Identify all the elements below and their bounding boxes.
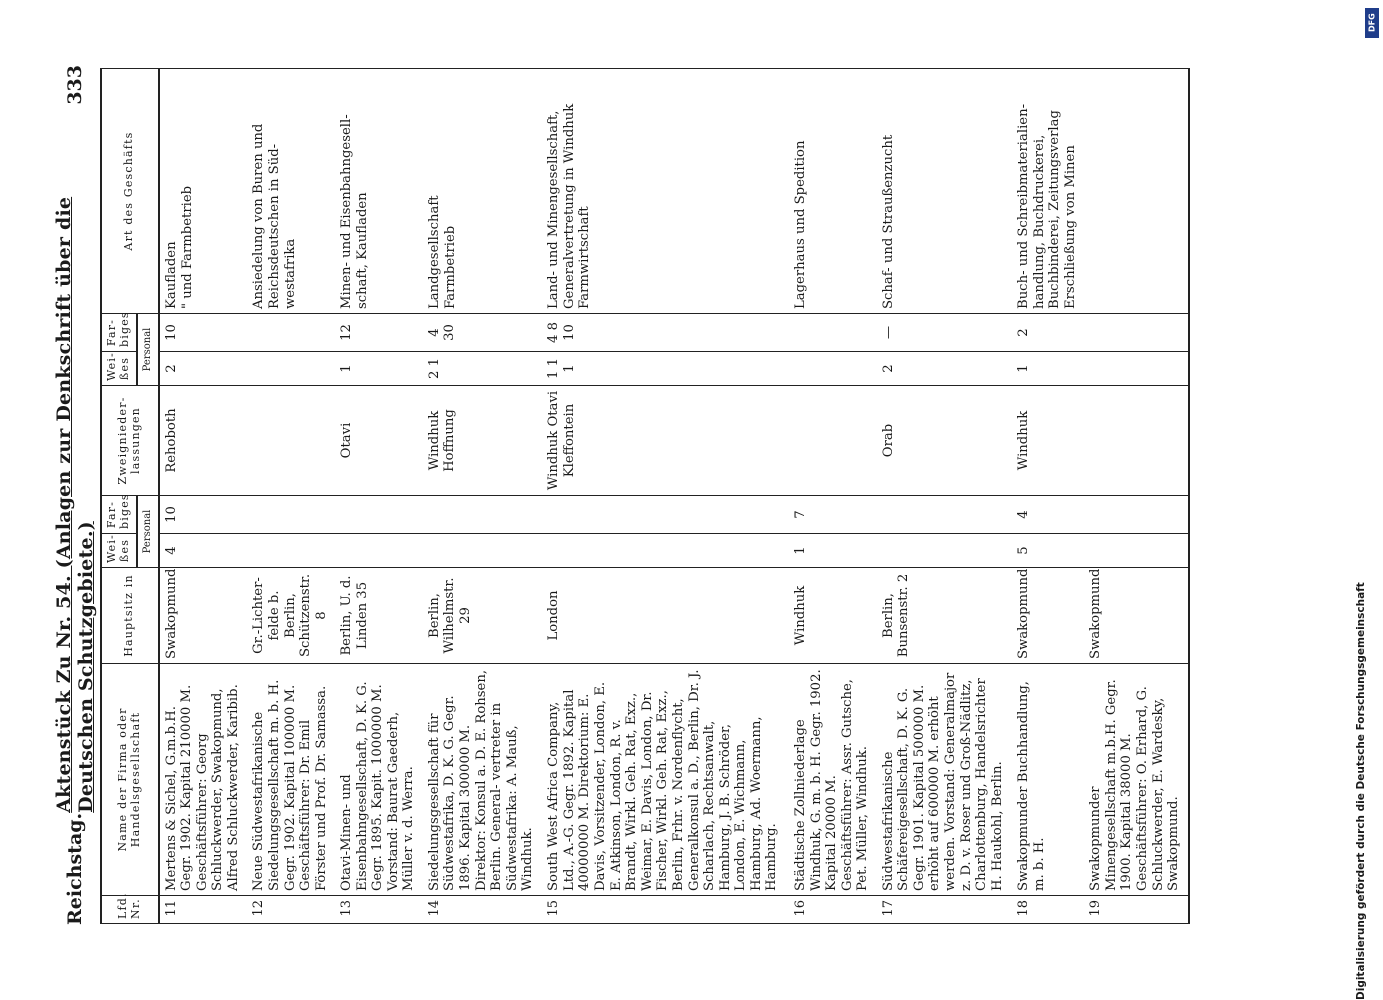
row-number <box>159 896 248 924</box>
hauptsitz <box>247 568 335 664</box>
company-name-text: Städtische Zollniederlage Windhuk, G. m. b. H. Gegr. 1902. Kapital 20000 M. Geschäftsführer: Assr. Gutsche, Pet. Müller, Windhuk. <box>793 669 871 891</box>
col-farbig1-header: Far- biges <box>101 496 137 534</box>
zweigniederlassung-text: Windhuk Hoffnung <box>426 409 458 472</box>
company-name-text: South West Africa Company, Ltd., A.-G. Gegr. 1892. Kapital 40000000 M. Direktorium: E. Davis, Vorsitzender, London, E. E. Atkinson, London, R. v. Brandt, Wirkl. Geh. Rat, Exz., Weimar, E. Davis, London, Dr. Fischer, Wirkl. Geh. Rat, Exz., Berlin, Frhr. v. Nordenflycht, Generalkonsul a. D., Berlin, Dr. J. Scharlach, Rechtsanwalt, Hamburg, J. B. Schröder, London, E. Wichmann, Hamburg, Ad. Woermann, Hamburg. <box>546 669 780 891</box>
farbig-personal-2-text: 10 <box>163 324 179 341</box>
farbig-personal-2-text: 4 30 <box>426 324 458 341</box>
zweigniederlassung <box>1084 386 1189 496</box>
weiss-personal-2-text: 2 1 <box>426 358 442 379</box>
zweigniederlassung <box>789 386 877 496</box>
table-row <box>1084 69 1189 924</box>
geschaeftsart <box>1084 69 1189 314</box>
row-number <box>335 896 423 924</box>
header-left: Reichstag. <box>64 812 86 925</box>
zweigniederlassung <box>247 386 335 496</box>
farbig-personal-1 <box>423 496 543 534</box>
zweigniederlassung-text: Windhuk <box>1016 410 1032 471</box>
dfg-logo: DFG <box>1365 8 1379 38</box>
farbig-personal-2-text: 2 <box>1016 328 1032 337</box>
row-number-text: 17 <box>880 900 896 917</box>
header-title: Aktenstück Zu Nr. 54. (Anlagen zur Denkschrift über die Deutschen Schutzgebiete.) <box>53 196 97 813</box>
hauptsitz-text: Swakopmund <box>1088 568 1104 659</box>
col-farbig2-header: Far- biges <box>101 314 137 352</box>
col-art-header: Art des Geschäfts <box>101 69 159 314</box>
weiss-personal-1 <box>159 534 248 568</box>
table-row <box>789 69 877 924</box>
hauptsitz-text: Gr.-Lichter- felde b. Berlin, Schützenstr. 8 <box>251 573 329 658</box>
farbig-personal-1-text: 4 <box>1016 510 1032 519</box>
company-name-text: Neue Südwestafrikanische Siedelungsgesellschaft m. b. H. Gegr. 1902. Kapital 100000 M. Geschäftsführer: Dr. Emil Förster und Prof. Dr. Samassa. <box>251 679 329 891</box>
zweigniederlassung <box>159 386 248 496</box>
company-table <box>100 68 1190 924</box>
weiss-personal-2 <box>542 352 789 386</box>
zweigniederlassung <box>542 386 789 496</box>
zweigniederlassung-text: Otavi <box>339 422 355 459</box>
row-number-text: 15 <box>546 900 562 917</box>
hauptsitz <box>159 568 248 664</box>
weiss-personal-1 <box>247 534 335 568</box>
geschaeftsart-line: Ansiedelung von Buren und Reichsdeutschen in Süd- westafrika <box>251 123 298 309</box>
weiss-personal-2-text: 1 1 1 <box>546 358 577 379</box>
farbig-personal-2 <box>542 314 789 352</box>
farbig-personal-2-text: 12 <box>339 324 355 341</box>
hauptsitz-text: Swakopmund <box>163 568 179 659</box>
company-name-text: Mertens & Sichel, G.m.b.H. Gegr. 1902. Kapital 210000 M. Geschäftsführer: Georg Schluckwerder, Swakopmund, Alfred Schluckwerder, Karibib. <box>163 684 242 891</box>
row-number-text: 11 <box>163 900 179 917</box>
row-number-text: 16 <box>793 900 809 917</box>
geschaeftsart-line: Lagerhaus und Spedition <box>793 140 809 309</box>
row-number <box>423 896 543 924</box>
company-name-text: Swakopmunder Buchhandlung, m. b. H. <box>1016 681 1047 891</box>
zweigniederlassung-text: Orab <box>880 423 896 458</box>
company-name <box>789 664 877 896</box>
col-nr-header: Lfd. Nr. <box>101 896 159 924</box>
row-number-text: 14 <box>426 900 442 917</box>
col-name-header: Name der Firma oder Handelsgesellschaft <box>101 664 159 896</box>
farbig-personal-2-text: — <box>880 325 896 340</box>
geschaeftsart <box>423 69 543 314</box>
row-number <box>877 896 1012 924</box>
row-number <box>542 896 789 924</box>
zweigniederlassung <box>423 386 543 496</box>
geschaeftsart-line: Buch- und Schreibmaterialien- handlung, Buchdruckerei, Buchbinderei, Zeitungsverlag <box>1016 103 1063 309</box>
company-name <box>247 664 335 896</box>
weiss-personal-2-text: 1 <box>1016 364 1032 373</box>
company-name <box>1012 664 1084 896</box>
farbig-personal-2 <box>1012 314 1084 352</box>
weiss-personal-1 <box>1084 534 1189 568</box>
weiss-personal-1 <box>335 534 423 568</box>
geschaeftsart-line: Minen- und Eisenbahngesell- schaft, Kaufladen <box>339 114 370 309</box>
farbig-personal-2 <box>1084 314 1189 352</box>
personal2-label: Personal <box>137 314 159 386</box>
table-row <box>159 69 248 924</box>
farbig-personal-1 <box>247 496 335 534</box>
geschaeftsart-line: Landgesellschaft <box>426 195 442 309</box>
geschaeftsart-line: Farmbetrieb <box>442 225 458 309</box>
row-number-text: 18 <box>1016 900 1032 917</box>
weiss-personal-1 <box>789 534 877 568</box>
page-number: 333 <box>64 65 86 105</box>
weiss-personal-2 <box>1012 352 1084 386</box>
geschaeftsart-line: Farmwirtschaft <box>577 206 593 309</box>
col-weiss1-header: Wei- ßes <box>101 534 137 568</box>
weiss-personal-2 <box>423 352 543 386</box>
company-name-text: Siedelungsgesellschaft für Südwestafrika, D. K. G. Gegr. 1896. Kapital 300000 M. Direktor: Konsul a. D. E. Rohsen, Berlin. General- vertreter in Südwestafrika: A. Mauß, Windhuk. <box>426 669 536 891</box>
row-number-text: 13 <box>339 900 355 917</box>
hauptsitz <box>1012 568 1084 664</box>
table-row <box>423 69 543 924</box>
zweigniederlassung <box>877 386 1012 496</box>
geschaeftsart <box>159 69 248 314</box>
row-number-text: 19 <box>1088 900 1104 917</box>
company-name <box>877 664 1012 896</box>
weiss-personal-1-text: 4 <box>163 546 179 555</box>
hauptsitz-text: London <box>546 590 562 641</box>
table-row <box>1012 69 1084 924</box>
geschaeftsart-line: Land- und Minengesellschaft, Generalvertretung in Windhuk <box>546 103 577 309</box>
hauptsitz <box>789 568 877 664</box>
geschaeftsart <box>247 69 335 314</box>
col-hauptsitz-header: Hauptsitz in <box>101 568 159 664</box>
weiss-personal-2 <box>877 352 1012 386</box>
farbig-personal-1 <box>1084 496 1189 534</box>
weiss-personal-1 <box>423 534 543 568</box>
geschaeftsart <box>877 69 1012 314</box>
zweigniederlassung <box>1012 386 1084 496</box>
weiss-personal-1 <box>1012 534 1084 568</box>
geschaeftsart <box>789 69 877 314</box>
hauptsitz-text: Berlin, U. d. Linden 35 <box>339 575 370 656</box>
weiss-personal-2-text: 2 <box>880 364 896 373</box>
row-number <box>1012 896 1084 924</box>
row-number <box>789 896 877 924</box>
hauptsitz-text: Swakopmund <box>1016 568 1032 659</box>
hauptsitz <box>1084 568 1189 664</box>
company-name-text: Swakopmunder Minengesellschaft m.b.H. Gegr. 1900. Kapital 38000 M. Geschäftsführer: O. Erhard, G. Schluckwerder, E. Wardesky, Swakopmund. <box>1088 679 1182 891</box>
farbig-personal-1 <box>789 496 877 534</box>
row-number <box>1084 896 1189 924</box>
weiss-personal-1-text: 1 <box>793 546 809 555</box>
company-name <box>1084 664 1189 896</box>
geschaeftsart <box>542 69 789 314</box>
farbig-personal-2 <box>247 314 335 352</box>
personal1-label: Personal <box>137 496 159 568</box>
farbig-personal-2 <box>159 314 248 352</box>
weiss-personal-1 <box>542 534 789 568</box>
farbig-personal-2 <box>335 314 423 352</box>
weiss-personal-2 <box>247 352 335 386</box>
weiss-personal-1 <box>877 534 1012 568</box>
col-weiss2-header: Wei- ßes <box>101 352 137 386</box>
farbig-personal-1 <box>335 496 423 534</box>
hauptsitz-text: Berlin, Bunsenstr. 2 <box>880 573 912 658</box>
weiss-personal-2 <box>789 352 877 386</box>
weiss-personal-1-text: 5 <box>1016 546 1032 555</box>
geschaeftsart-line: " und Farmbetrieb <box>179 185 195 309</box>
credit-strip <box>1355 0 1377 1000</box>
credit-text: Digitalisierung gefördert durch die Deutsche Forschungsgemeinschaft <box>1355 582 1367 1000</box>
farbig-personal-1 <box>877 496 1012 534</box>
farbig-personal-2 <box>877 314 1012 352</box>
table-row <box>542 69 789 924</box>
company-name <box>542 664 789 896</box>
table-row <box>877 69 1012 924</box>
geschaeftsart <box>1012 69 1084 314</box>
farbig-personal-2 <box>423 314 543 352</box>
col-zweig-header: Zweignieder- lassungen <box>101 386 159 496</box>
weiss-personal-2-text: 1 <box>339 364 355 373</box>
company-name <box>423 664 543 896</box>
geschaeftsart <box>335 69 423 314</box>
farbig-personal-2 <box>789 314 877 352</box>
hauptsitz <box>335 568 423 664</box>
geschaeftsart-line: Erschließung von Minen <box>1062 145 1078 309</box>
weiss-personal-2 <box>335 352 423 386</box>
weiss-personal-2-text: 2 <box>163 364 179 373</box>
geschaeftsart-line: Kaufladen <box>163 241 179 309</box>
hauptsitz <box>423 568 543 664</box>
geschaeftsart-line: Schaf- und Straußenzucht <box>880 134 896 309</box>
farbig-personal-1-text: 7 <box>793 510 809 519</box>
company-name-text: Südwestafrikanische Schäfereigesellschaft, D. K. G. Gegr. 1901. Kapital 500000 M. erhöht auf 600000 M. erhöht werden. Vorstand: Generalmajor z. D. v. Roser und Groß-Nädlitz, Charlottenburg, Handelsrichter H. Haukohl, Berlin. <box>880 672 1005 891</box>
row-number <box>247 896 335 924</box>
zweigniederlassung-text: Rehoboth <box>163 408 179 473</box>
farbig-personal-2-text: 4 8 10 <box>546 322 577 343</box>
weiss-personal-2 <box>1084 352 1189 386</box>
table-row <box>247 69 335 924</box>
hauptsitz-text: Berlin, Wilhelmstr. 29 <box>426 577 473 654</box>
page-header <box>55 65 95 925</box>
zweigniederlassung <box>335 386 423 496</box>
company-name <box>335 664 423 896</box>
hauptsitz <box>542 568 789 664</box>
farbig-personal-1 <box>542 496 789 534</box>
zweigniederlassung-text: Windhuk Otavi Kleffontein <box>546 390 577 491</box>
hauptsitz <box>877 568 1012 664</box>
farbig-personal-1 <box>159 496 248 534</box>
company-name <box>159 664 248 896</box>
row-number-text: 12 <box>251 900 267 917</box>
hauptsitz-text: Windhuk <box>793 585 809 646</box>
farbig-personal-1 <box>1012 496 1084 534</box>
company-name-text: Otavi-Minen- und Eisenbahngesellschaft, D. K. G. Gegr. 1895. Kapit. 1000000 M. Vorstand: Baurat Gaederh, Müller v. d. Werra. <box>339 681 417 891</box>
table-row <box>335 69 423 924</box>
weiss-personal-2 <box>159 352 248 386</box>
farbig-personal-1-text: 10 <box>163 506 179 523</box>
